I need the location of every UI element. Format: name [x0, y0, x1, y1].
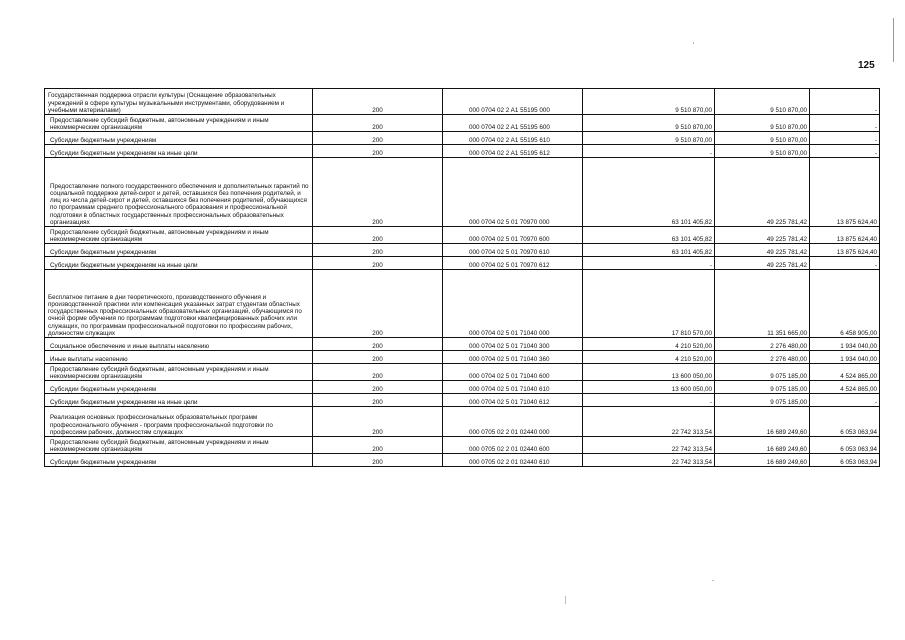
row-name: Субсидии бюджетным учреждениям [45, 244, 313, 257]
row-amount-unexecuted: - [810, 89, 880, 115]
row-amount-executed: 9 075 185,00 [715, 364, 810, 381]
row-amount-unexecuted: - [810, 257, 880, 270]
row-amount-executed: 2 276 480,00 [715, 351, 810, 364]
row-amount-unexecuted: 6 458 905,00 [810, 270, 880, 338]
row-amount-approved: 4 210 520,00 [583, 338, 715, 351]
row-amount-executed: 9 510 870,00 [715, 132, 810, 145]
row-classification-code: 000 0704 02 5 01 71040 610 [443, 381, 583, 394]
row-ved-code: 200 [313, 364, 443, 381]
row-name: Предоставление субсидий бюджетным, автономным учреждениям и иным некоммерческим организациям [45, 227, 313, 244]
row-amount-unexecuted: 1 934 040,00 [810, 338, 880, 351]
row-amount-executed: 49 225 781,42 [715, 158, 810, 227]
row-ved-code: 200 [313, 257, 443, 270]
row-classification-code: 000 0705 02 2 01 02440 600 [443, 437, 583, 454]
row-amount-unexecuted: 4 524 865,00 [810, 364, 880, 381]
table-row [45, 115, 880, 132]
row-amount-executed: 2 276 480,00 [715, 338, 810, 351]
row-ved-code: 200 [313, 381, 443, 394]
row-ved-code: 200 [313, 132, 443, 145]
table-row [45, 437, 880, 454]
row-amount-approved: 22 742 313,54 [583, 437, 715, 454]
row-amount-unexecuted: - [810, 145, 880, 158]
table-row [45, 132, 880, 145]
row-amount-unexecuted: 4 524 865,00 [810, 381, 880, 394]
table-row [45, 158, 880, 227]
row-amount-approved: 9 510 870,00 [583, 115, 715, 132]
scan-edge-mark [893, 18, 894, 62]
row-amount-approved: 17 810 570,00 [583, 270, 715, 338]
row-amount-unexecuted: - [810, 115, 880, 132]
row-ved-code: 200 [313, 454, 443, 467]
row-name: Субсидии бюджетным учреждениям на иные цели [45, 145, 313, 158]
row-amount-unexecuted: 13 875 624,40 [810, 244, 880, 257]
row-amount-executed: 9 510 870,00 [715, 145, 810, 158]
row-classification-code: 000 0705 02 2 01 02440 610 [443, 454, 583, 467]
row-classification-code: 000 0704 02 5 01 70970 000 [443, 158, 583, 227]
row-amount-executed: 9 510 870,00 [715, 115, 810, 132]
row-amount-executed: 49 225 781,42 [715, 257, 810, 270]
row-name: Предоставление полного государственного обеспечения и дополнительных гарантий по социальной поддержке детей-сирот и детей, оставшихся без попечения родителей, и лиц из числа детей-сирот и детей, оставшихся без попечения родителей, обучающихся по программам среднего профессионального образования и профессиональной подготовки в областных государственных профессиональных образовательных организациях [45, 158, 313, 227]
table-row [45, 244, 880, 257]
row-amount-unexecuted: 13 875 624,40 [810, 227, 880, 244]
table-row [45, 351, 880, 364]
row-amount-unexecuted: - [810, 132, 880, 145]
row-ved-code: 200 [313, 227, 443, 244]
row-classification-code: 000 0704 02 5 01 71040 612 [443, 394, 583, 407]
row-amount-unexecuted: 6 053 063,94 [810, 407, 880, 437]
row-amount-approved: 63 101 405,82 [583, 227, 715, 244]
row-ved-code: 200 [313, 407, 443, 437]
row-name: Социальное обеспечение и иные выплаты населению [45, 338, 313, 351]
row-classification-code: 000 0704 02 2 A1 55195 612 [443, 145, 583, 158]
row-amount-unexecuted: 6 053 063,94 [810, 454, 880, 467]
row-amount-approved: 22 742 313,54 [583, 407, 715, 437]
row-ved-code: 200 [313, 115, 443, 132]
row-amount-approved: 13 600 050,00 [583, 364, 715, 381]
row-classification-code: 000 0704 02 2 A1 55195 610 [443, 132, 583, 145]
row-classification-code: 000 0704 02 5 01 70970 610 [443, 244, 583, 257]
row-amount-approved: 9 510 870,00 [583, 132, 715, 145]
table-row [45, 227, 880, 244]
row-ved-code: 200 [313, 338, 443, 351]
row-name: Предоставление субсидий бюджетным, автономным учреждениям и иным некоммерческим организациям [45, 364, 313, 381]
budget-table-body [45, 89, 880, 467]
row-name: Субсидии бюджетным учреждениям на иные цели [45, 394, 313, 407]
row-classification-code: 000 0704 02 2 A1 55195 000 [443, 89, 583, 115]
row-classification-code: 000 0705 02 2 01 02440 000 [443, 407, 583, 437]
row-amount-executed: 11 351 665,00 [715, 270, 810, 338]
scan-speck [693, 42, 694, 44]
row-amount-approved: - [583, 394, 715, 407]
row-name: Бесплатное питание в дни теоретического, производственного обучения и производственной практики или компенсация указанных затрат студентам областных государственных профессиональных образовательных организаций, обучающимся по очной форме обучения по программам подготовки квалифицированных рабочих или служащих, по программам профессиональной подготовки по профессиям рабочих, должностям служащих [45, 270, 313, 338]
row-classification-code: 000 0704 02 5 01 71040 000 [443, 270, 583, 338]
row-classification-code: 000 0704 02 2 A1 55195 600 [443, 115, 583, 132]
table-row [45, 145, 880, 158]
table-row [45, 381, 880, 394]
row-classification-code: 000 0704 02 5 01 70970 600 [443, 227, 583, 244]
row-amount-approved: 4 210 520,00 [583, 351, 715, 364]
row-amount-approved: 63 101 405,82 [583, 158, 715, 227]
table-row [45, 89, 880, 115]
row-amount-approved: 63 101 405,82 [583, 244, 715, 257]
row-name: Иные выплаты населению [45, 351, 313, 364]
table-row [45, 364, 880, 381]
row-amount-unexecuted: - [810, 394, 880, 407]
row-amount-executed: 16 689 249,60 [715, 454, 810, 467]
row-amount-executed: 9 510 870,00 [715, 89, 810, 115]
row-ved-code: 200 [313, 270, 443, 338]
page-number: 125 [858, 60, 875, 71]
row-name: Субсидии бюджетным учреждениям на иные цели [45, 257, 313, 270]
row-amount-executed: 16 689 249,60 [715, 437, 810, 454]
row-amount-unexecuted: 1 934 040,00 [810, 351, 880, 364]
row-amount-unexecuted: 13 875 624,40 [810, 158, 880, 227]
budget-table [44, 88, 880, 467]
row-ved-code: 200 [313, 351, 443, 364]
row-name: Предоставление субсидий бюджетным, автономным учреждениям и иным некоммерческим организациям [45, 437, 313, 454]
row-amount-executed: 49 225 781,42 [715, 227, 810, 244]
row-amount-unexecuted: 6 053 063,94 [810, 437, 880, 454]
row-amount-executed: 49 225 781,42 [715, 244, 810, 257]
row-name: Государственная поддержка отрасли культуры (Оснащение образовательных учреждений в сфере культуры музыкальными инструментами, оборудованием и учебными материалами) [45, 89, 313, 115]
table-row [45, 407, 880, 437]
row-name: Реализация основных профессиональных образовательных программ профессионального обучения - программ профессиональной подготовки по профессиям рабочих, должностям служащих [45, 407, 313, 437]
table-row [45, 394, 880, 407]
row-amount-executed: 9 075 185,00 [715, 381, 810, 394]
row-amount-approved: 9 510 870,00 [583, 89, 715, 115]
row-ved-code: 200 [313, 244, 443, 257]
row-name: Субсидии бюджетным учреждениям [45, 454, 313, 467]
scan-speck [712, 580, 714, 581]
row-name: Предоставление субсидий бюджетным, автономным учреждениям и иным некоммерческим организациям [45, 115, 313, 132]
table-row [45, 454, 880, 467]
table-row [45, 270, 880, 338]
row-ved-code: 200 [313, 145, 443, 158]
row-amount-approved: 13 600 050,00 [583, 381, 715, 394]
row-name: Субсидии бюджетным учреждениям [45, 381, 313, 394]
row-ved-code: 200 [313, 89, 443, 115]
row-classification-code: 000 0704 02 5 01 71040 300 [443, 338, 583, 351]
table-row [45, 338, 880, 351]
row-ved-code: 200 [313, 394, 443, 407]
row-name: Субсидии бюджетным учреждениям [45, 132, 313, 145]
row-classification-code: 000 0704 02 5 01 71040 600 [443, 364, 583, 381]
row-ved-code: 200 [313, 158, 443, 227]
row-amount-approved: 22 742 313,54 [583, 454, 715, 467]
row-classification-code: 000 0704 02 5 01 71040 360 [443, 351, 583, 364]
row-amount-executed: 16 689 249,60 [715, 407, 810, 437]
row-amount-executed: 9 075 185,00 [715, 394, 810, 407]
row-ved-code: 200 [313, 437, 443, 454]
row-amount-approved: - [583, 145, 715, 158]
row-classification-code: 000 0704 02 5 01 70970 612 [443, 257, 583, 270]
scan-speck [565, 596, 566, 604]
table-row [45, 257, 880, 270]
row-amount-approved: - [583, 257, 715, 270]
